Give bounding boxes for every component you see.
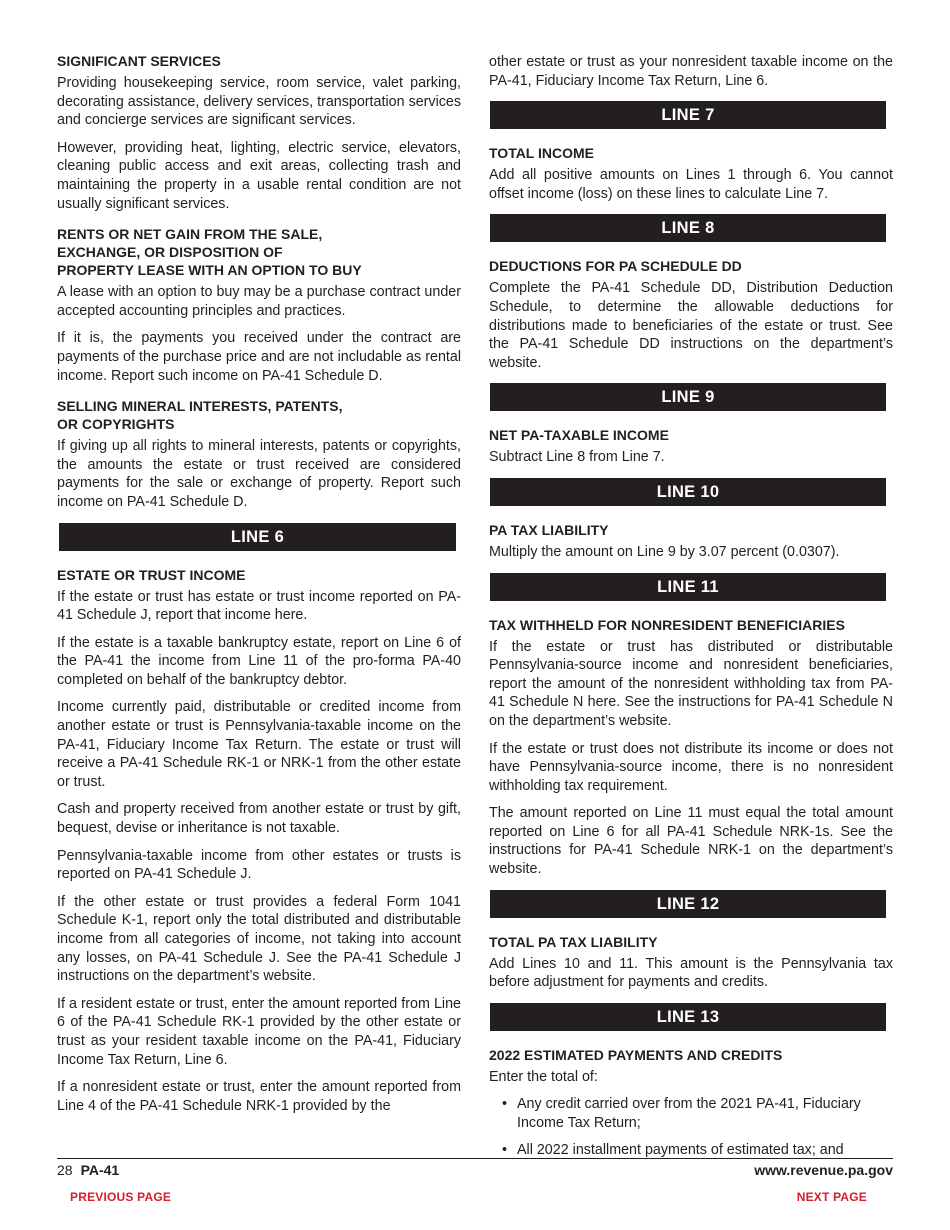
paragraph: However, providing heat, lighting, electric service, elevators, cleaning public access and exit areas, collecting trash and maintaining the property in a usable rental condition are not usually significant services.	[57, 139, 461, 212]
paragraph: Cash and property received from another estate or trust by gift, bequest, devise or inheritance is not taxable.	[57, 801, 461, 837]
line-8-heading: DEDUCTIONS FOR PA SCHEDULE DD	[489, 258, 742, 275]
paragraph: If a resident estate or trust, enter the amount reported from Line 6 of the PA-41 Schedule RK-1 provided by the other estate or trust as your resident taxable income on the PA-41, Fiduciary Income Tax Return, Line 6.	[57, 995, 461, 1068]
line-7-band: LINE 7	[490, 101, 886, 129]
paragraph: If giving up all rights to mineral interests, patents or copyrights, the amounts the estate or trust received are considered payments for the sale or exchange of property. Report such income on PA-41 Schedule D.	[57, 438, 461, 510]
page-footer-left	[57, 1162, 119, 1178]
paragraph: Providing housekeeping service, room service, valet parking, decorating assistance, delivery services, transportation services and concierge services are significant services.	[57, 75, 461, 129]
paragraph: If the estate or trust has estate or trust income reported on PA-41 Schedule J, report that income here.	[57, 588, 461, 624]
paragraph: Multiply the amount on Line 9 by 3.07 percent (0.0307).	[489, 543, 840, 560]
paragraph: If the estate is a taxable bankruptcy estate, report on Line 6 of the PA-41 the income from Line 11 of the pro-forma PA-40 completed on behalf of the bankruptcy debtor.	[57, 634, 461, 688]
rents-heading: RENTS OR NET GAIN FROM THE SALE, EXCHANGE, OR DISPOSITION OF PROPERTY LEASE WITH AN OPTION TO BUY	[57, 226, 362, 279]
left-column	[57, 52, 461, 1124]
line-6-heading: ESTATE OR TRUST INCOME	[57, 566, 246, 583]
page-number: 28	[57, 1162, 73, 1178]
line-12-heading: TOTAL PA TAX LIABILITY	[489, 933, 658, 950]
paragraph: Subtract Line 8 from Line 7.	[489, 449, 665, 466]
next-page-link[interactable]: NEXT PAGE	[796, 1190, 867, 1204]
line-6-band: LINE 6	[59, 523, 456, 551]
paragraph: If a nonresident estate or trust, enter the amount reported from Line 4 of the PA-41 Schedule NRK-1 provided by the	[57, 1079, 461, 1114]
paragraph: Enter the total of:	[489, 1068, 598, 1085]
paragraph: If the estate or trust has distributed or distributable Pennsylvania-source income and nonresident beneficiaries, report the amount of the nonresident withholding tax from PA-41 Schedule N here. See the instructions for PA-41 Schedule N on the department’s website.	[489, 638, 893, 729]
line-8-band: LINE 8	[490, 214, 886, 242]
line-12-band: LINE 12	[490, 890, 886, 918]
paragraph: If it is, the payments you received under the contract are payments of the purchase price and are not includable as rental income. Report such income on PA-41 Schedule D.	[57, 330, 461, 384]
line-11-band: LINE 11	[490, 573, 886, 601]
paragraph: A lease with an option to buy may be a purchase contract under accepted accounting principles and practices.	[57, 284, 461, 319]
paragraph: other estate or trust as your nonresident taxable income on the PA-41, Fiduciary Income Tax Return, Line 6.	[489, 54, 893, 89]
previous-page-link[interactable]: PREVIOUS PAGE	[70, 1190, 172, 1204]
line-13-list	[489, 1095, 893, 1159]
list-item: • Any credit carried over from the 2021 PA-41, Fiduciary Income Tax Return;	[517, 1095, 893, 1132]
paragraph: Complete the PA-41 Schedule DD, Distribution Deduction Schedule, to determine the allowable deductions for distributions made to beneficiaries of the estate or trust. See the PA-41 Schedule DD instructions on the department’s website.	[489, 280, 893, 371]
line-7-heading: TOTAL INCOME	[489, 145, 594, 162]
paragraph: Add all positive amounts on Lines 1 through 6. You cannot offset income (loss) on these lines to calculate Line 7.	[489, 167, 893, 202]
line-11-heading: TAX WITHHELD FOR NONRESIDENT BENEFICIARIES	[489, 616, 845, 633]
website-link[interactable]: www.revenue.pa.gov	[754, 1162, 893, 1178]
significant-services-heading: SIGNIFICANT SERVICES	[57, 53, 221, 69]
line-9-heading: NET PA-TAXABLE INCOME	[489, 427, 669, 444]
line-13-band: LINE 13	[490, 1003, 886, 1031]
line-10-heading: PA TAX LIABILITY	[489, 521, 609, 538]
paragraph: The amount reported on Line 11 must equal the total amount reported on Line 6 for all PA-41 Schedule NRK-1s. See the instructions for PA-41 Schedule NRK-1 on the department’s website.	[489, 805, 893, 878]
line-10-band: LINE 10	[490, 478, 886, 506]
paragraph: If the estate or trust does not distribute its income or does not have Pennsylvania-source income, there is no nonresident withholding tax requirement.	[489, 740, 893, 794]
line-13-heading: 2022 ESTIMATED PAYMENTS AND CREDITS	[489, 1046, 783, 1063]
form-name: PA-41	[80, 1162, 120, 1178]
mineral-interests-heading: SELLING MINERAL INTERESTS, PATENTS, OR COPYRIGHTS	[57, 398, 343, 433]
footer-divider	[57, 1158, 893, 1159]
paragraph: Add Lines 10 and 11. This amount is the Pennsylvania tax before adjustment for payments and credits.	[489, 955, 893, 991]
line-9-band: LINE 9	[490, 383, 886, 411]
list-item: • All 2022 installment payments of estimated tax; and	[517, 1141, 893, 1160]
right-column	[489, 53, 893, 1167]
paragraph: Income currently paid, distributable or credited income from another estate or trust is Pennsylvania-taxable income on the PA-41, Fiduciary Income Tax Return. The estate or trust will receive a PA-41 Schedule RK-1 or NRK-1 from the other estate or trust.	[57, 699, 461, 790]
paragraph: If the other estate or trust provides a federal Form 1041 Schedule K-1, report only the total distributed and distributable income from all categories of income, not taking into account any losses, on PA-41 Schedule J. See the PA-41 Schedule J instructions on the department’s website.	[57, 893, 461, 985]
paragraph: Pennsylvania-taxable income from other estates or trusts is reported on PA-41 Schedule J.	[57, 847, 461, 883]
